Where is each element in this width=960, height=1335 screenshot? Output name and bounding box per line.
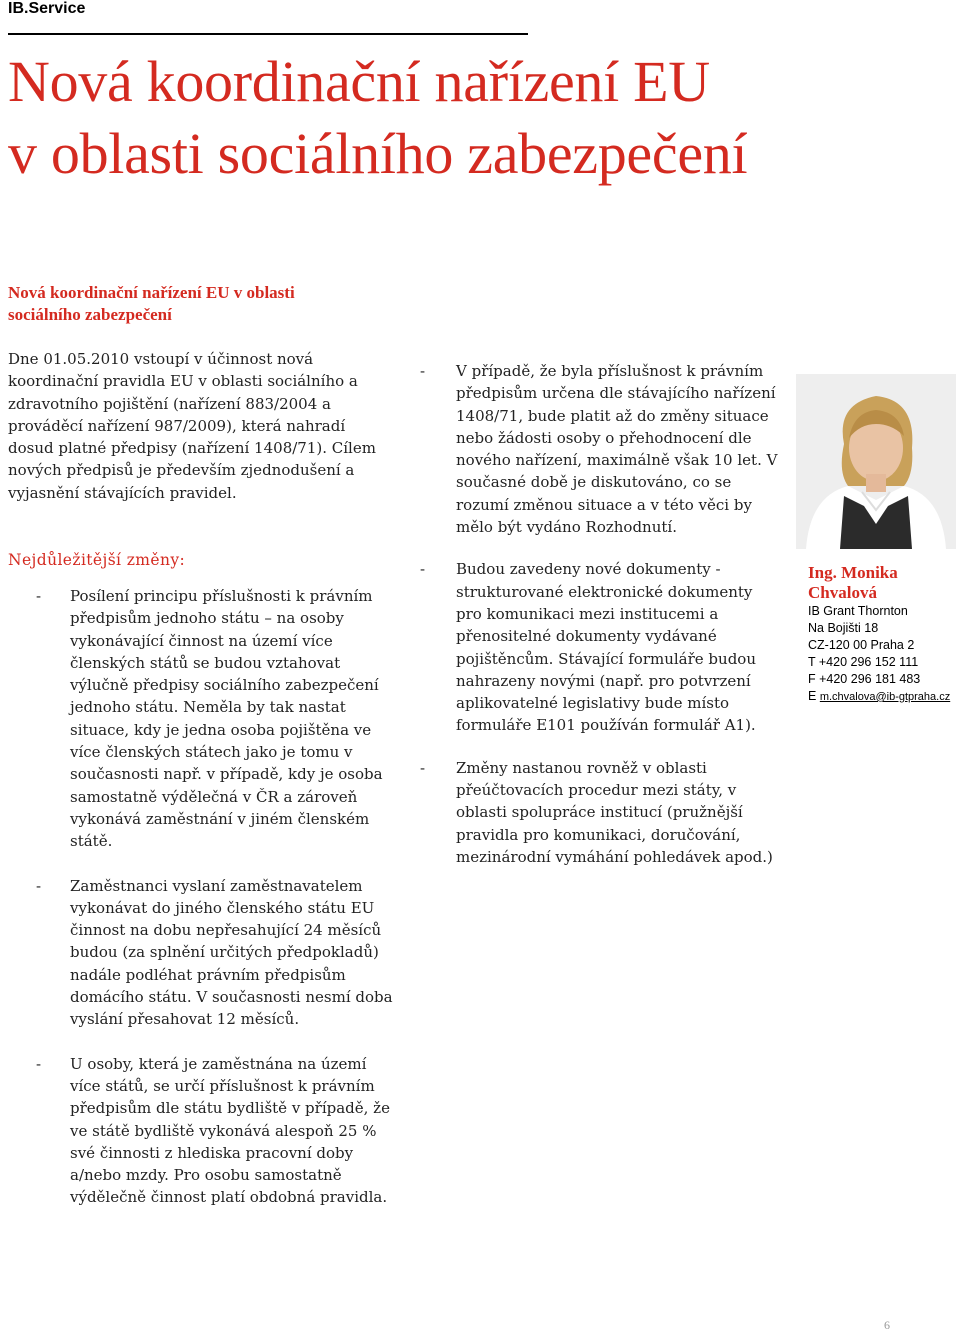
list-dash: - (420, 758, 426, 777)
list-dash: - (36, 587, 42, 605)
list-item-text: Budou zavedeny nové dokumenty - strukturované elektronické dokumenty pro komunikaci mezi institucemi a přenositelné dokumenty vydávané pojištěncům. Stávající formuláře budou nahrazeny novými (např. pro potvrzení aplikovatelné legislativy bude místo formuláře E101 používán formulář A1). (456, 560, 756, 735)
contact-company: IB Grant Thornton (808, 604, 908, 618)
contact-email-row (808, 688, 960, 706)
page-title (8, 46, 747, 190)
brand-label: IB.Service (8, 0, 86, 17)
list-item-text: Posílení principu příslušnosti k právním předpisům jednoho státu – na osoby vykonávající činnost na území více členských států se budou vztahovat výlučně předpisy sociálního zabezpečení jednoho státu. Neměla by tak nastat situace, kdy je jedna osoba pojištěna ve více členských státech jako je tomu v současnosti např. v případě, kdy je osoba samostatně výdělečná v ČR a zároveň vykonává zaměstnání v jiném členském státě. (70, 587, 383, 851)
contact-email-prefix: E (808, 689, 817, 703)
list-dash: - (36, 1054, 42, 1073)
list-dash: - (420, 362, 426, 380)
list-item (420, 558, 800, 736)
list-item-text: Zaměstnanci vyslaní zaměstnavatelem vykonávat do jiného členského státu EU činnost na dobu nepřesahující 24 měsíců budou (za splnění určitých předpokladů) nadále podléhat právním předpisům domácího státu. V současnosti nesmí doba vyslání přesahovat 12 měsíců. (70, 876, 393, 1029)
changes-list-right (420, 360, 800, 868)
list-dash: - (420, 560, 426, 579)
changes-list-left (36, 585, 396, 1209)
list-item (36, 585, 396, 853)
list-item (36, 875, 396, 1031)
contact-phone: T +420 296 152 111 (808, 655, 919, 669)
list-item (420, 757, 800, 868)
portrait-icon (796, 374, 956, 549)
list-item-text: Změny nastanou rovněž v oblasti přeúčtovacích procedur mezi státy, v oblasti spolupráce institucí (pružnější pravidla pro komunikaci, doručování, mezinárodní vymáhání pohledávek apod.) (456, 758, 773, 866)
title-line-1: Nová koordinační nařízení EU (8, 49, 710, 114)
intro-paragraph: Dne 01.05.2010 vstoupí v účinnost nová koordinační pravidla EU v oblasti sociálního a zdravotního pojištění (nařízení 883/2004 a prováděcí nařízení 987/2009), která nahradí dosud platné předpisy (nařízení 1408/71). Cílem nových předpisů je především zjednodušení a vyjasnění stávajících pravidel. (8, 350, 376, 502)
list-item-text: U osoby, která je zaměstnána na území více států, se určí příslušnost k právním předpisům dle státu bydliště v případě, že ve státě bydliště vykonává alespoň 25 % své činnosti z hlediska pracovní doby a/nebo mzdy. Pro osobu samostatně výdělečně činnost platí obdobná pravidla. (70, 1054, 390, 1207)
contact-portrait-photo (796, 374, 956, 549)
contact-email-link[interactable]: m.chvalova@ib-gtpraha.cz (819, 691, 951, 703)
list-dash: - (36, 876, 42, 895)
article-subtitle: Nová koordinační nařízení EU v oblasti sociálního zabezpečení (8, 283, 295, 324)
title-line-2: v oblasti sociálního zabezpečení (8, 121, 748, 186)
contact-street: Na Bojišti 18 (808, 621, 879, 635)
contact-fax: F +420 296 181 483 (808, 672, 921, 686)
contact-name-line-1: Ing. Monika (808, 563, 898, 582)
contact-block (808, 563, 960, 706)
list-item (36, 1053, 396, 1209)
contact-city: CZ-120 00 Praha 2 (808, 638, 915, 652)
header-divider (8, 33, 528, 35)
contact-name-line-2: Chvalová (808, 583, 877, 602)
list-item-text: V případě, že byla příslušnost k právním předpisům určena dle stávajícího nařízení 1408/71, bude platit až do změny situace nebo žádosti osoby o přehodnocení dle nového nařízení, maximálně však 10 let. V současné době je diskutováno, co se rozumí změnou situace a v této věci by mělo být vydáno Rozhodnutí. (456, 362, 778, 537)
page-number: 6 (884, 1318, 890, 1332)
list-item (420, 360, 800, 538)
section-heading: Nejdůležitější změny: (8, 551, 186, 569)
